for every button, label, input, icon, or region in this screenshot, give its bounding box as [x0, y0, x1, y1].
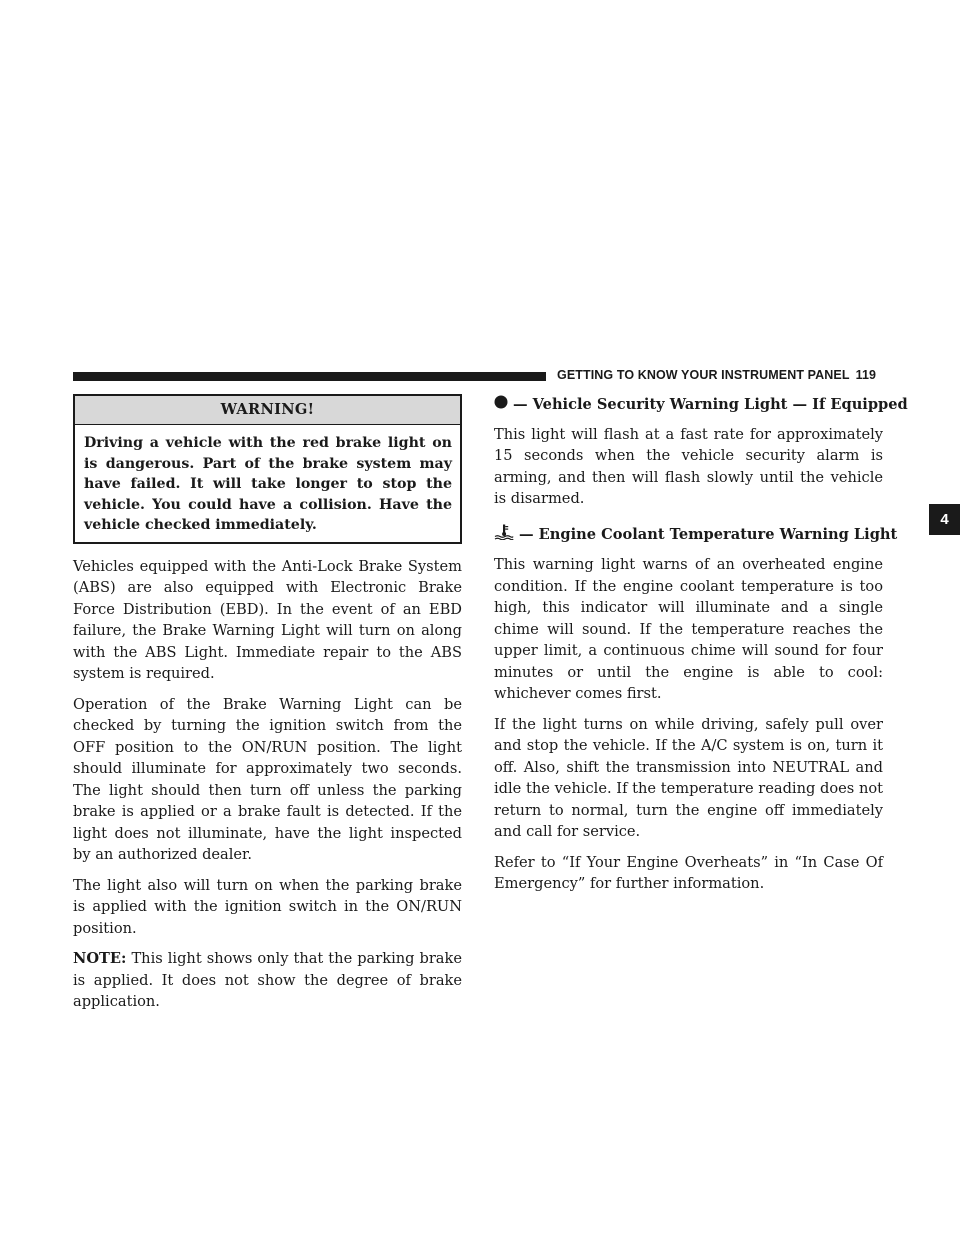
header-rule: [73, 372, 546, 381]
note-label: NOTE:: [73, 950, 127, 967]
paragraph-brake-check: Operation of the Brake Warning Light can be checked by turning the ignition switch from the OFF position to the ON/RUN position. The light should illuminate for approximately two seconds. The light should then turn off unless the parking brake is applied or a brake fault is detected. If the light does not illuminate, have the light inspected by an authorized dealer.: [73, 695, 462, 863]
paragraph-security: This light will flash at a fast rate for approximately 15 seconds when the vehicle security alarm is arming, and then will flash slowly until the vehicle is disarmed.: [494, 425, 883, 507]
paragraph-parking-brake: The light also will turn on when the parking brake is applied with the ignition switch in the ON/RUN position.: [73, 876, 462, 937]
note-paragraph: [73, 948, 462, 1013]
security-light-icon: [494, 394, 508, 416]
coolant-light-heading: [494, 524, 898, 547]
chapter-tab: 4: [929, 504, 960, 535]
paragraph-coolant-2: If the light turns on while driving, safely pull over and stop the vehicle. If the A/C system is on, turn it off. Also, shift the transmission into NEUTRAL and idle the vehicle. If the temperature reading does not return to normal, turn the engine off immediately and call for service.: [494, 715, 883, 840]
heading-text: — Engine Coolant Temperature Warning Light: [519, 526, 898, 543]
paragraph-coolant-1: This warning light warns of an overheated engine condition. If the engine coolant temperature is too high, this indicator will illuminate and a single chime will sound. If the temperature reaches the upper limit, a continuous chime will sound for four minutes or until the engine is able to cool: whichever comes first.: [494, 556, 883, 702]
section-title: GETTING TO KNOW YOUR INSTRUMENT PANEL: [557, 368, 850, 382]
coolant-temperature-icon: [494, 524, 514, 547]
left-column: [73, 394, 462, 1022]
paragraph-ebd: Vehicles equipped with the Anti-Lock Brake System (ABS) are also equipped with Electronic Brake Force Distribution (EBD). In the event of an EBD failure, the Brake Warning Light will turn on along with the ABS Light. Immediate repair to the ABS system is required.: [73, 557, 462, 682]
warning-box: [73, 394, 462, 544]
warning-title: WARNING!: [75, 396, 460, 425]
page-number: 119: [855, 368, 877, 382]
warning-text: Driving a vehicle with the red brake light on is dangerous. Part of the brake system may have failed. It will take longer to stop the vehicle. You could have a collision. Have the vehicle checked immediately.: [84, 435, 452, 533]
running-header: [557, 368, 876, 382]
security-light-heading: [494, 394, 908, 416]
heading-text: — Vehicle Security Warning Light — If Equipped: [513, 396, 908, 413]
paragraph-coolant-3: Refer to “If Your Engine Overheats” in “In Case Of Emergency” for further information.: [494, 853, 883, 892]
note-text: This light shows only that the parking brake is applied. It does not show the degree of brake application.: [73, 950, 462, 1010]
right-column: [494, 394, 908, 904]
